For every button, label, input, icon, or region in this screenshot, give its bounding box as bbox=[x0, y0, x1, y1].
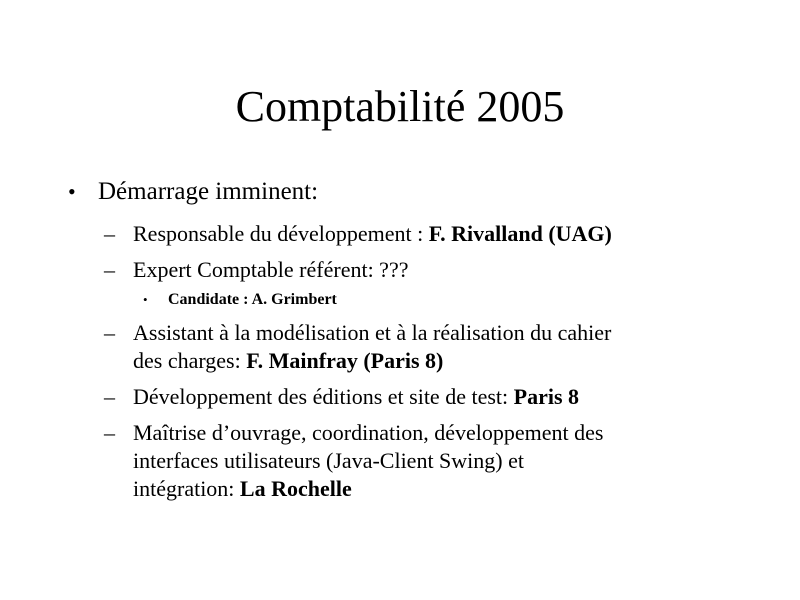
dash-icon: – bbox=[104, 221, 115, 246]
dash-icon: – bbox=[104, 420, 115, 445]
subitem-line-3: intégration: bbox=[133, 476, 240, 501]
subitem-text: Expert Comptable référent: ??? bbox=[133, 257, 409, 282]
bullet-icon: • bbox=[143, 292, 148, 307]
subitem-line-1: Maîtrise d’ouvrage, coordination, développement des bbox=[133, 420, 604, 445]
subitem-bold-text: La Rochelle bbox=[239, 476, 352, 501]
subitem-plain-text: Responsable du développement : bbox=[133, 221, 429, 246]
bullet-icon: • bbox=[68, 179, 76, 204]
subitem-bold-text: F. Rivalland (UAG) bbox=[428, 221, 612, 246]
subitem-line-1: Assistant à la modélisation et à la réalisation du cahier bbox=[133, 320, 612, 345]
subitem-bold-text: Paris 8 bbox=[513, 384, 580, 409]
subitem-line-2: interfaces utilisateurs (Java-Client Swing) et bbox=[133, 448, 524, 473]
subsubitem-text: Candidate : A. Grimbert bbox=[168, 291, 337, 308]
subitem-text bbox=[133, 383, 743, 411]
subitem-text bbox=[133, 419, 743, 503]
bullet-text: Démarrage imminent: bbox=[98, 178, 319, 205]
slide-title: Comptabilité 2005 bbox=[235, 82, 565, 131]
subitem-line-2: des charges: bbox=[133, 348, 247, 373]
subitem-text bbox=[133, 319, 743, 375]
dash-icon: – bbox=[104, 320, 115, 345]
subitem-plain-text: Développement des éditions et site de test: bbox=[133, 384, 514, 409]
dash-icon: – bbox=[104, 384, 115, 409]
dash-icon: – bbox=[104, 257, 115, 282]
subitem-bold-text: F. Mainfray (Paris 8) bbox=[246, 348, 444, 373]
subitem-text bbox=[133, 220, 743, 248]
